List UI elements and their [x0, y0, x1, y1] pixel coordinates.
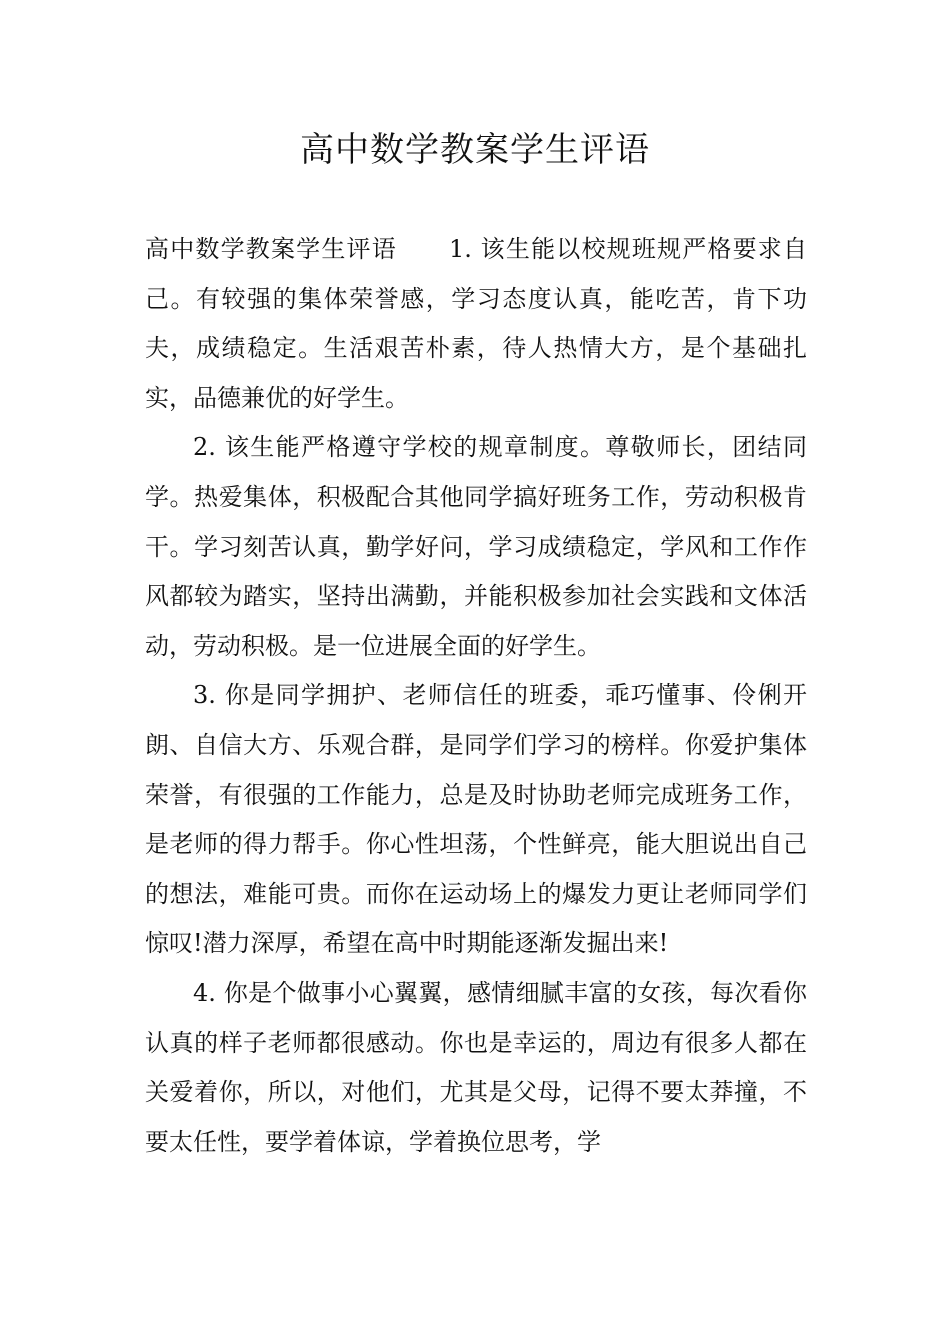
paragraph-2: 2. 该生能严格遵守学校的规章制度。尊敬师长，团结同学。热爱集体，积极配合其他同学搞好班务工作，劳动积极肯干。学习刻苦认真，勤学好问，学习成绩稳定，学风和工作作风都较为踏实，坚持出满勤，并能积极参加社会实践和文体活动，劳动积极。是一位进展全面的好学生。: [145, 433, 807, 660]
page-title: 高中数学教案学生评语: [300, 130, 650, 170]
paragraph-3: 3. 你是同学拥护、老师信任的班委，乖巧懂事、伶俐开朗、自信大方、乐观合群，是同学们学习的榜样。你爱护集体荣誉，有很强的工作能力，总是及时协助老师完成班务工作，是老师的得力帮手。你心性坦荡，个性鲜亮，能大胆说出自己的想法，难能可贵。而你在运动场上的爆发力更让老师同学们惊叹!潜力深厚，希望在高中时期能逐渐发掘出来!: [145, 681, 807, 958]
paragraph-1: [145, 225, 807, 423]
intro-label: 高中数学教案学生评语: [145, 235, 397, 263]
paragraph-1-text: 1. 该生能以校规班规严格要求自己。有较强的集体荣誉感，学习态度认真，能吃苦，肯下功夫，成绩稳定。生活艰苦朴素，待人热情大方，是个基础扎实，品德兼优的好学生。: [145, 235, 808, 412]
paragraph-4: 4. 你是个做事小心翼翼，感情细腻丰富的女孩，每次看你认真的样子老师都很感动。你也是幸运的，周边有很多人都在关爱着你，所以，对他们，尤其是父母，记得不要太莽撞，不要太任性，要学着体谅，学着换位思考，学: [145, 978, 807, 1156]
document-body: [145, 225, 807, 1167]
